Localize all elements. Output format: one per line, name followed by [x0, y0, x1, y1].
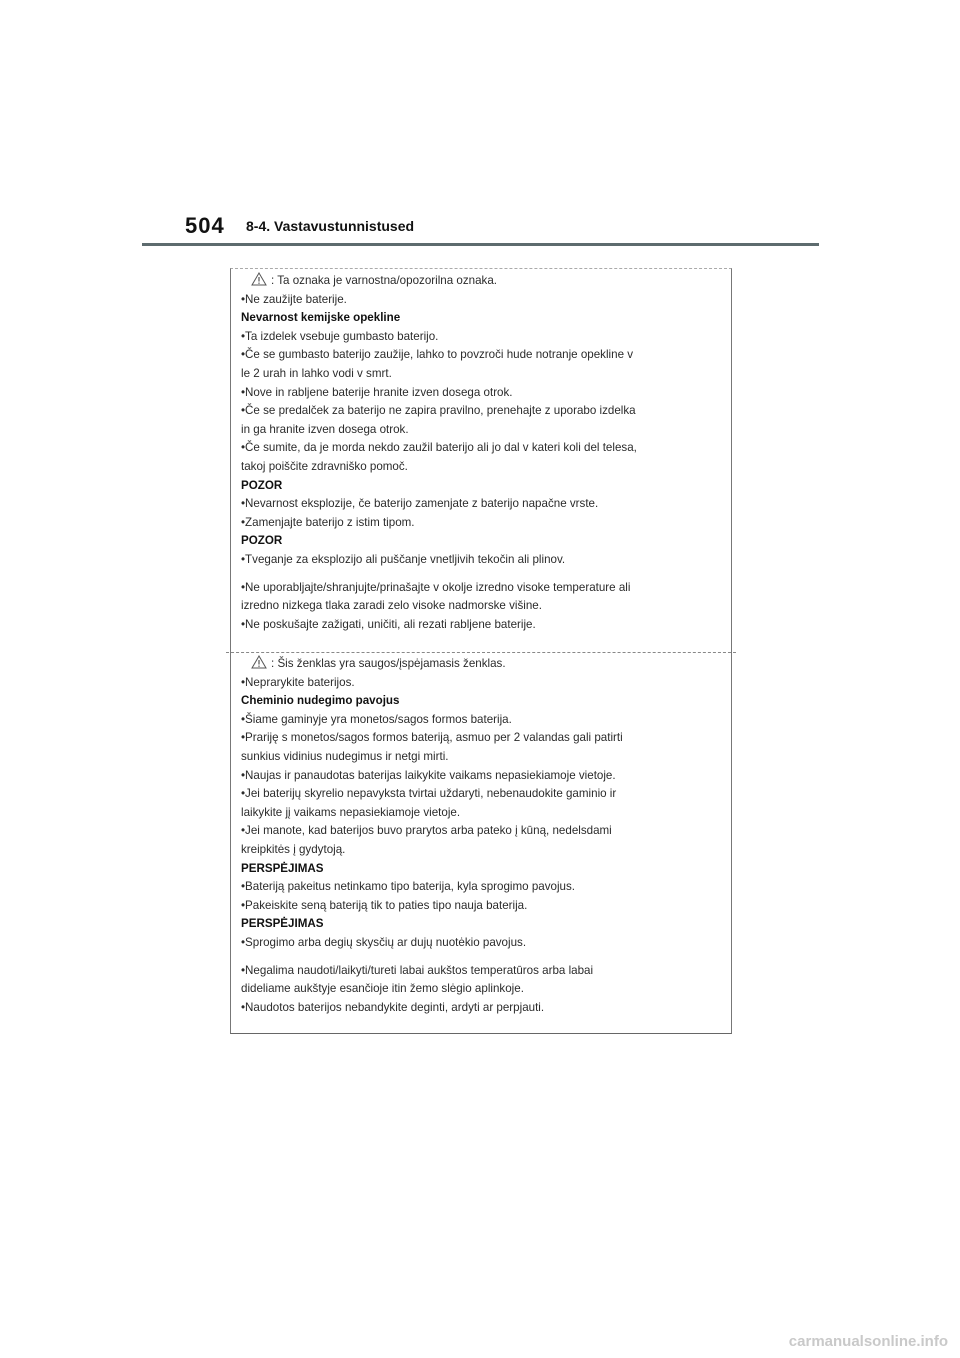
slovenian-text-line: le 2 urah in lahko vodi v smrt.	[241, 366, 392, 380]
lithuanian-text-line: dideliame aukštyje esančioje itin žemo slėgio aplinkoje.	[241, 982, 524, 996]
slovenian-heading: POZOR	[241, 478, 283, 492]
lithuanian-heading: PERSPĖJIMAS	[241, 917, 324, 931]
slovenian-text-line: •Če se predalček za baterijo ne zapira pravilno, prenehajte z uporabo izdelka	[241, 404, 636, 418]
slovenian-text-line: •Če se gumbasto baterijo zaužije, lahko to povzroči hude notranje opekline v	[241, 348, 634, 362]
slovenian-heading: Nevarnost kemijske opekline	[241, 311, 401, 325]
lithuanian-text-line: •Jei manote, kad baterijos buvo prarytos arba pateko į kūną, nedelsdami	[241, 824, 612, 838]
lithuanian-text-line: •Naudotos baterijos nebandykite deginti, ardyti ar perpjauti.	[241, 1000, 545, 1014]
slovenian-text-line: in ga hranite izven dosega otrok.	[241, 422, 409, 436]
slovenian-text-line: •Nove in rabljene baterije hranite izven dosega otrok.	[241, 385, 513, 399]
header-rule	[142, 243, 819, 246]
lithuanian-text-line: •Naujas ir panaudotas baterijas laikykite vaikams nepasiekiamoje vietoje.	[241, 768, 616, 782]
slovenian-warning-block	[241, 272, 711, 634]
slovenian-text-line: takoj poiščite zdravniško pomoč.	[241, 459, 408, 473]
warning-triangle-icon	[251, 655, 267, 669]
slovenian-text-line: •Če sumite, da je morda nekdo zaužil baterijo ali jo dal v kateri koli del telesa,	[241, 441, 637, 455]
lithuanian-text-line: •Prariję s monetos/sagos formos bateriją, asmuo per 2 valandas gali patirti	[241, 731, 623, 745]
lithuanian-heading: Cheminio nudegimo pavojus	[241, 694, 400, 708]
slovenian-text-line: •Tveganje za eksplozijo ali puščanje vnetljivih tekočin ali plinov.	[241, 552, 566, 566]
warning-triangle-icon	[251, 272, 267, 286]
section-title: 8-4. Vastavustunnistused	[246, 218, 415, 234]
slovenian-symbol-line	[241, 272, 711, 291]
slovenian-symbol-text: : Ta oznaka je varnostna/opozorilna oznaka.	[271, 274, 498, 287]
slovenian-text-line: •Ta izdelek vsebuje gumbasto baterijo.	[241, 329, 439, 343]
lithuanian-heading: PERSPĖJIMAS	[241, 861, 324, 875]
slovenian-text-line: •Zamenjajte baterijo z istim tipom.	[241, 515, 415, 529]
section-divider	[226, 652, 736, 653]
lithuanian-text-line: •Šiame gaminyje yra monetos/sagos formos baterija.	[241, 712, 512, 726]
lithuanian-text-line: •Negalima naudoti/laikyti/tureti labai aukštos temperatūros arba labai	[241, 963, 594, 977]
page-number: 504	[185, 213, 225, 238]
lithuanian-text-line: kreipkitės į gydytoją.	[241, 842, 346, 856]
lithuanian-text-line: sunkius vidinius nudegimus ir netgi mirti.	[241, 749, 449, 763]
lithuanian-symbol-line	[241, 655, 711, 674]
lithuanian-text-line: •Neprarykite baterijos.	[241, 675, 355, 689]
lithuanian-text-line: •Bateriją pakeitus netinkamo tipo baterija, kyla sprogimo pavojus.	[241, 880, 576, 894]
lithuanian-text-line: •Jei baterijų skyrelio nepavyksta tvirtai uždaryti, nebenaudokite gaminio ir	[241, 787, 617, 801]
lithuanian-symbol-text: : Šis ženklas yra saugos/įspėjamasis ženklas.	[271, 657, 506, 670]
slovenian-text-line: •Ne zaužijte baterije.	[241, 292, 347, 306]
lithuanian-text-line: •Pakeiskite seną bateriją tik to paties tipo nauja baterija.	[241, 898, 528, 912]
slovenian-heading: POZOR	[241, 534, 283, 548]
lithuanian-text-line: •Sprogimo arba degių skysčių ar dujų nuotėkio pavojus.	[241, 935, 527, 949]
slovenian-text-line: izredno nizkega tlaka zaradi zelo visoke nadmorske višine.	[241, 599, 542, 613]
lithuanian-warning-block	[241, 655, 711, 1017]
watermark: carmanualsonline.info	[788, 1333, 948, 1350]
slovenian-text-line: •Ne uporabljajte/shranjujte/prinašajte v okolje izredno visoke temperature ali	[241, 580, 631, 594]
slovenian-text-line: •Nevarnost eksplozije, če baterijo zamenjate z baterijo napačne vrste.	[241, 497, 599, 511]
slovenian-text-line: •Ne poskušajte zažigati, uničiti, ali rezati rabljene baterije.	[241, 617, 536, 631]
lithuanian-text-line: laikykite jį vaikams nepasiekiamoje vietoje.	[241, 805, 461, 819]
